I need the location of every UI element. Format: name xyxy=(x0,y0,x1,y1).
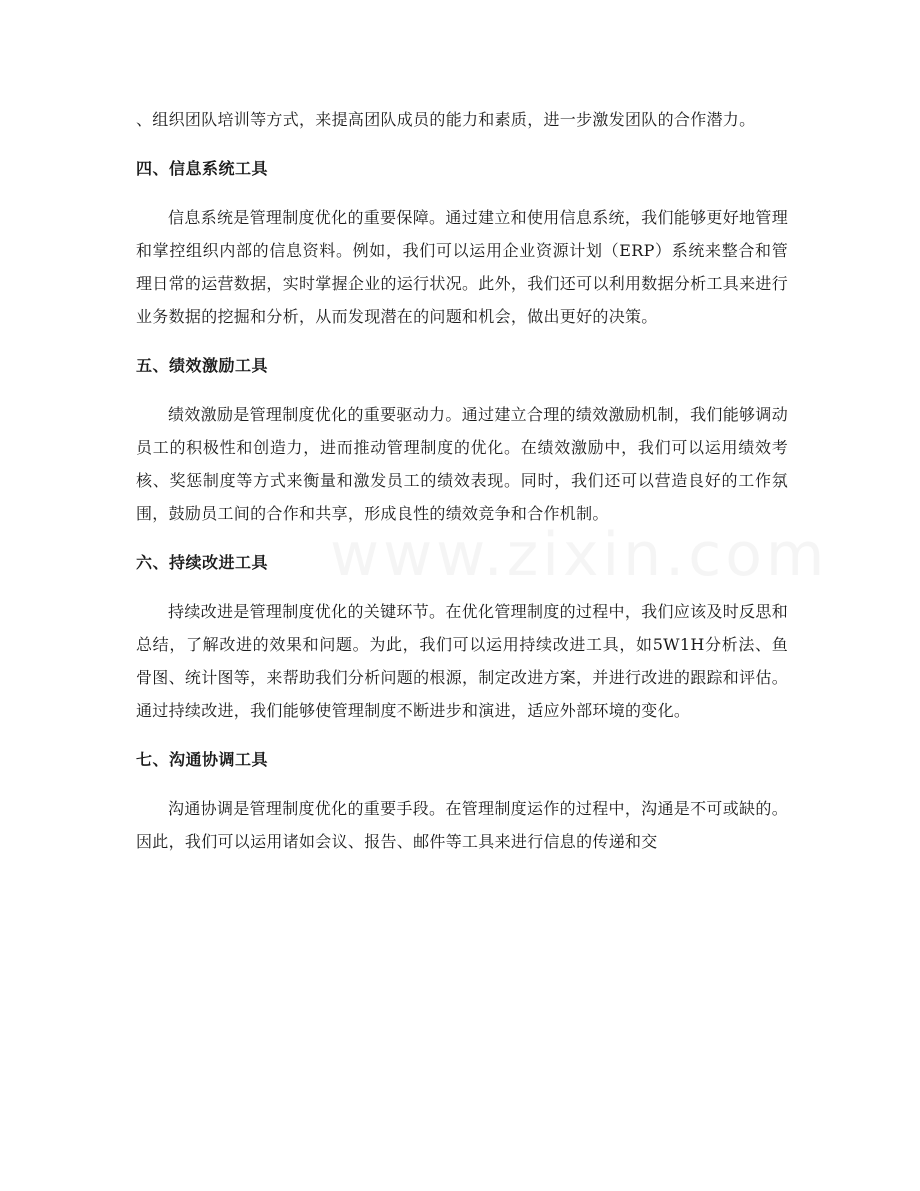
section-paragraph-communication: 沟通协调是管理制度优化的重要手段。在管理制度运作的过程中，沟通是不可或缺的。因此，我们可以运用诸如会议、报告、邮件等工具来进行信息的传递和交 xyxy=(136,799,788,851)
section-paragraph-continuous-improvement: 持续改进是管理制度优化的关键环节。在优化管理制度的过程中，我们应该及时反思和总结，了解改进的效果和问题。为此，我们可以运用持续改进工具，如5W1H分析法、鱼骨图、统计图等，来帮助我们分析问题的根源，制定改进方案，并进行改进的跟踪和评估。通过持续改进，我们能够使管理制度不断进步和演进，适应外部环境的变化。 xyxy=(136,602,789,720)
section-heading-continuous-improvement: 六、持续改进工具 xyxy=(136,553,269,572)
document-body xyxy=(136,103,788,858)
section-paragraph-information-systems: 信息系统是管理制度优化的重要保障。通过建立和使用信息系统，我们能够更好地管理和掌控组织内部的信息资料。例如，我们可以运用企业资源计划（ERP）系统来整合和管理日常的运营数据，实时掌握企业的运行状况。此外，我们还可以利用数据分析工具来进行业务数据的挖掘和分析，从而发现潜在的问题和机会，做出更好的决策。 xyxy=(136,208,789,326)
intro-paragraph: 、组织团队培训等方式，来提高团队成员的能力和素质，进一步激发团队的合作潜力。 xyxy=(136,110,756,129)
watermark-text: www.zixin.com xyxy=(330,520,829,590)
section-heading-communication: 七、沟通协调工具 xyxy=(136,750,269,769)
section-heading-performance-incentives: 五、绩效激励工具 xyxy=(136,356,269,375)
section-paragraph-performance-incentives: 绩效激励是管理制度优化的重要驱动力。通过建立合理的绩效激励机制，我们能够调动员工的积极性和创造力，进而推动管理制度的优化。在绩效激励中，我们可以运用绩效考核、奖惩制度等方式来衡量和激发员工的绩效表现。同时，我们还可以营造良好的工作氛围，鼓励员工间的合作和共享，形成良性的绩效竞争和合作机制。 xyxy=(136,405,788,523)
section-heading-information-systems: 四、信息系统工具 xyxy=(136,159,269,178)
